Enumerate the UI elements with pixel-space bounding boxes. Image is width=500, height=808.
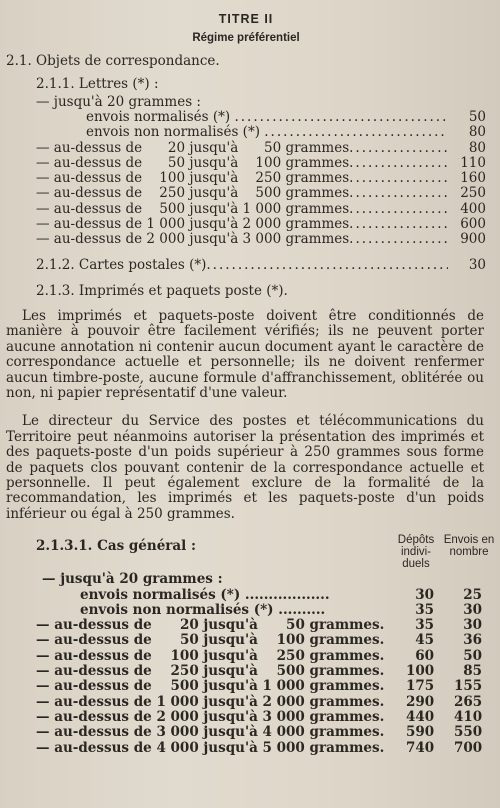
letters-row-label: — au-dessus de 500 jusqu'à 1 000 grammes [36,200,350,217]
table-row [6,741,486,756]
letters-row-label: — au-dessus de 100 jusqu'à 250 grammes [36,170,350,187]
table-cell-individual: 35 [415,601,434,618]
table-lead-label: — jusqu'à 20 grammes : [42,571,223,588]
table-row-label: — au-dessus de 250 jusqu'à 500 grammes. [36,663,385,680]
table-header [6,534,495,572]
table-row [6,664,486,679]
table-cell-bulk: 30 [463,601,482,618]
letters-row-label: — au-dessus de 20 jusqu'à 50 grammes [36,139,350,156]
paragraph-conditions: Les imprimés et paquets-poste doivent être conditionnés de manière à pouvoir être facilement vérifiés; ils ne peuvent porter aucune annotation ni contenir aucun document ayant le caractère de correspondance actuelle et personnelle; ils ne doivent renfermer aucun timbre-poste, aucune formule d'affranchissement, oblitérée ou non, ni papier représentatif d'une valeur. [6,307,484,401]
table-row-label: — au-dessus de 3 000 jusqu'à 4 000 grammes. [36,724,385,741]
letters-row-value: 80 [468,139,486,156]
table-cell-individual: 45 [415,632,434,649]
table-cell-bulk: 36 [463,632,482,649]
table-row-label: — au-dessus de 500 jusqu'à 1 000 grammes. [36,678,385,695]
table-row-label: envois non normalisés (*) .......... [80,601,326,618]
leader-dots [349,156,448,171]
table-row-label: envois normalisés (*) .................. [80,586,330,603]
letters-row-value: 900 [460,231,486,248]
table-cell-individual: 175 [406,678,435,695]
leader-dots [349,186,448,201]
table-row-label: — au-dessus de 1 000 jusqu'à 2 000 grammes. [36,693,385,710]
table-row-label: — au-dessus de 2 000 jusqu'à 3 000 grammes. [36,708,385,725]
leader-dots [349,141,448,156]
leader-dots [206,258,448,273]
section-2-1-3-1-heading: 2.1.3.1. Cas général : [36,538,196,555]
page-title: TITRE II [218,12,274,26]
table-cell-bulk: 50 [463,647,482,664]
leader-dots [349,171,448,186]
letters-row-value: 80 [468,124,486,141]
letters-row-value: 400 [460,200,486,217]
table-row-label: — au-dessus de 20 jusqu'à 50 grammes. [36,617,385,634]
postcards-value: 30 [468,256,486,273]
table-row [6,679,486,694]
leader-dots [264,125,448,140]
letters-row-value: 110 [460,154,486,171]
table-cell-individual: 290 [406,693,435,710]
table-row-label: — au-dessus de 50 jusqu'à 100 grammes. [36,632,385,649]
table-row [6,603,486,618]
table-row [6,649,486,664]
letters-row [6,125,486,140]
leader-dots [349,217,448,232]
table-cell-bulk: 410 [454,708,483,725]
postcards-label: 2.1.2. Cartes postales (*) [36,256,207,273]
printed-matter-tariff-table [6,588,486,756]
column-header-individual: Dépôts indivi- duels [397,534,435,571]
letters-tariff-list [6,110,486,248]
leader-dots [349,202,448,217]
letters-row [6,186,486,201]
letters-row [6,217,486,232]
table-row-label: — au-dessus de 4 000 jusqu'à 5 000 grammes. [36,739,385,756]
letters-row [6,232,486,247]
table-cell-individual: 740 [406,739,435,756]
table-cell-bulk: 550 [454,724,483,741]
letters-row-value: 160 [460,170,486,187]
letters-row-value: 600 [460,216,486,233]
table-lead [6,572,486,587]
letters-row [6,110,486,125]
table-row [6,618,486,633]
letters-lead: — jusqu'à 20 grammes : [36,94,201,110]
letters-row [6,156,486,171]
letters-row [6,202,486,217]
postcards-row [6,258,486,273]
letters-row [6,141,486,156]
table-cell-bulk: 25 [463,586,482,603]
column-header-bulk: Envois en nombre [443,534,495,559]
table-cell-bulk: 700 [454,739,483,756]
section-2-1-heading: 2.1. Objets de correspondance. [6,53,220,69]
letters-row-label: — au-dessus de 50 jusqu'à 100 grammes [36,154,350,171]
leader-dots [349,232,448,247]
page-subtitle: Régime préférentiel [192,32,300,44]
letters-row [6,171,486,186]
table-cell-bulk: 30 [463,617,482,634]
table-cell-individual: 60 [415,647,434,664]
letters-row-label: — au-dessus de 1 000 jusqu'à 2 000 grammes [36,216,350,233]
table-cell-bulk: 265 [454,693,483,710]
table-row [6,588,486,603]
table-row [6,725,486,740]
paragraph-director: Le directeur du Service des postes et télécommunications du Territoire peut néanmoins autoriser la présentation des imprimés et des paquets-poste d'un poids supérieur à 250 grammes sous forme de paquets clos pouvant contenir de la correspondance actuelle et personnelle. Il peut également exclure de la formalité de la recommandation, les imprimés et les paquets-poste d'un poids inférieur ou égal à 250 grammes. [6,413,484,522]
table-cell-individual: 100 [406,663,435,680]
table-row [6,633,486,648]
table-cell-individual: 35 [415,617,434,634]
letters-row-label: envois non normalisés (*) [86,124,265,141]
section-2-1-3-heading: 2.1.3. Imprimés et paquets poste (*). [36,282,288,299]
table-cell-individual: 30 [415,586,434,603]
table-cell-bulk: 85 [463,663,482,680]
letters-row-value: 50 [468,109,486,125]
leader-dots [234,110,448,125]
table-cell-individual: 440 [406,708,435,725]
letters-row-label: — au-dessus de 2 000 jusqu'à 3 000 grammes [36,231,350,248]
table-row [6,710,486,725]
letters-row-label: envois normalisés (*) [86,109,235,125]
table-row-label: — au-dessus de 100 jusqu'à 250 grammes. [36,647,385,664]
table-row [6,695,486,710]
section-2-1-1-heading: 2.1.1. Lettres (*) : [36,76,159,92]
letters-row-label: — au-dessus de 250 jusqu'à 500 grammes [36,185,350,202]
table-cell-individual: 590 [406,724,435,741]
letters-row-value: 250 [460,185,486,202]
table-cell-bulk: 155 [454,678,483,695]
